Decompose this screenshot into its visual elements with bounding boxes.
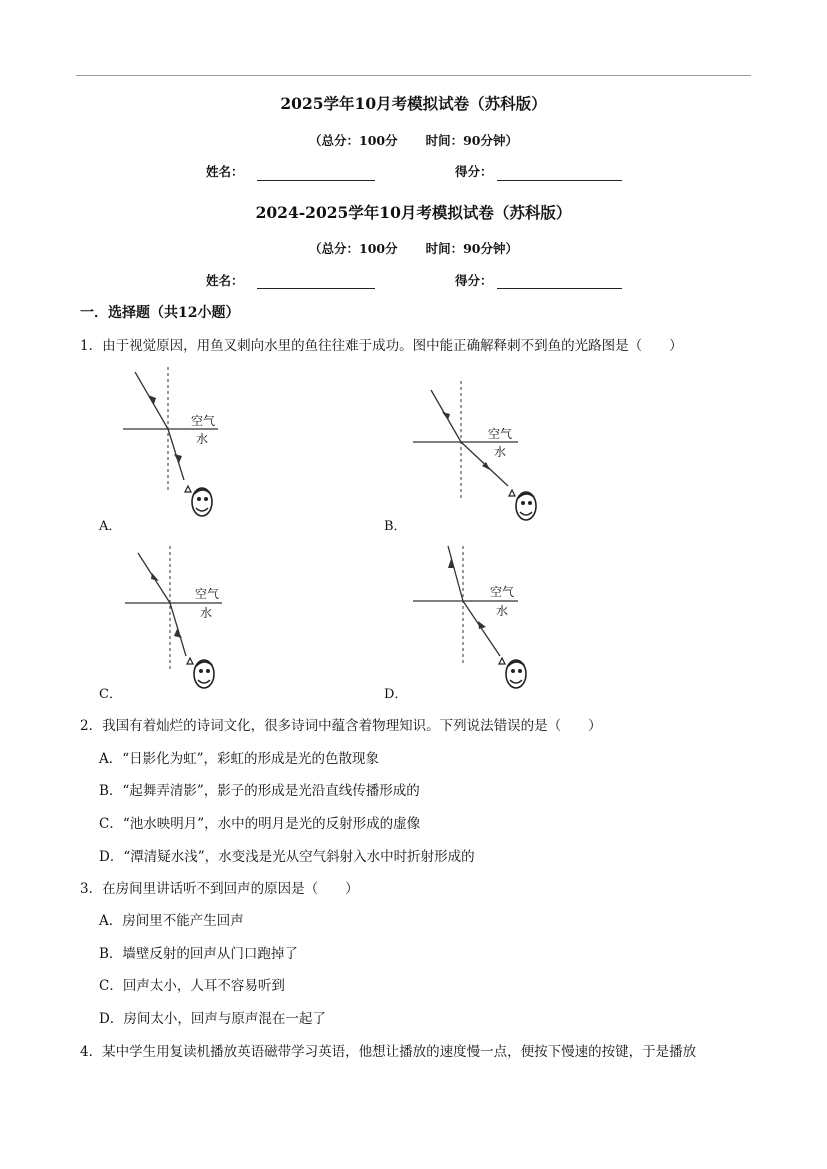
time-limit-1: 时间：90分钟）: [425, 133, 518, 148]
arrow-up-water: [478, 621, 486, 629]
figure-b: [408, 376, 548, 526]
option-2b[interactable]: B．“起舞弄清影”，影子的形成是光沿直线传播形成的: [99, 783, 420, 799]
ray-in-air: [448, 546, 463, 601]
ray-in-water: [170, 603, 186, 656]
option-3b[interactable]: B．墙壁反射的回声从门口跑掉了: [99, 946, 298, 962]
fish-icon: [509, 490, 536, 520]
name-label-2: 姓名：: [206, 273, 244, 288]
option-1d[interactable]: D．: [384, 687, 408, 702]
fish-icon: [499, 658, 526, 688]
arrow-up-air: [151, 573, 159, 581]
section-title: 一．选择题（共12小题）: [80, 305, 240, 321]
option-1a[interactable]: A．: [99, 519, 122, 534]
name-field-2[interactable]: [257, 288, 375, 289]
score-field-2[interactable]: [497, 288, 622, 289]
option-3a[interactable]: A．房间里不能产生回声: [99, 913, 244, 929]
label-water: 水: [496, 604, 509, 618]
total-score-2: （总分：100分: [309, 241, 398, 256]
option-2d[interactable]: D．“潭清疑水浅”，水变浅是光从空气斜射入水中时折射形成的: [99, 849, 475, 865]
figure-d: [408, 541, 538, 696]
question-1-stem: 1．由于视觉原因，用鱼叉刺向水里的鱼往往难于成功。图中能正确解释刺不到鱼的光路图是（ ）: [80, 338, 683, 354]
label-water: 水: [196, 432, 209, 446]
option-1c[interactable]: C．: [99, 687, 122, 702]
label-air: 空气: [490, 585, 515, 599]
label-air: 空气: [191, 414, 216, 428]
ray-in-water: [463, 601, 500, 656]
question-2-stem: 2．我国有着灿烂的诗词文化，很多诗词中蕴含着物理知识。下列说法错误的是（ ）: [80, 718, 602, 734]
exam-subtitle-1: [0, 131, 827, 149]
total-score-1: （总分：100分: [309, 133, 398, 148]
score-field-1[interactable]: [497, 180, 622, 181]
time-limit-2: 时间：90分钟）: [425, 241, 518, 256]
figure-a: [118, 362, 228, 527]
option-2c[interactable]: C．“池水映明月”，水中的明月是光的反射形成的虚像: [99, 816, 421, 832]
ray-in-air: [135, 372, 168, 429]
question-3-stem: 3．在房间里讲话听不到回声的原因是（ ）: [80, 881, 359, 897]
figure-c: [120, 541, 230, 696]
label-air: 空气: [488, 427, 513, 441]
score-label-1: 得分：: [455, 164, 493, 179]
label-water: 水: [494, 445, 507, 459]
label-water: 水: [200, 606, 213, 620]
option-1b[interactable]: B．: [384, 519, 407, 534]
fish-icon: [187, 658, 214, 688]
exam-title-1: 2025学年10月考模拟试卷（苏科版）: [280, 94, 547, 113]
exam-title-2: 2024-2025学年10月考模拟试卷（苏科版）: [255, 203, 572, 222]
option-3c[interactable]: C．回声太小，人耳不容易听到: [99, 978, 285, 994]
question-4-stem: 4．某中学生用复读机播放英语磁带学习英语，他想让播放的速度慢一点，便按下慢速的按键，于是播放: [80, 1044, 697, 1060]
name-field-1[interactable]: [257, 180, 375, 181]
option-3d[interactable]: D．房间太小，回声与原声混在一起了: [99, 1011, 326, 1027]
fish-icon: [185, 486, 212, 516]
name-label-1: 姓名：: [206, 164, 244, 179]
exam-subtitle-2: [0, 239, 827, 257]
score-label-2: 得分：: [455, 273, 493, 288]
label-air: 空气: [195, 587, 220, 601]
top-rule: [76, 75, 751, 76]
option-2a[interactable]: A．“日影化为虹”，彩虹的形成是光的色散现象: [99, 751, 380, 767]
arrow-down-air: [442, 412, 450, 420]
